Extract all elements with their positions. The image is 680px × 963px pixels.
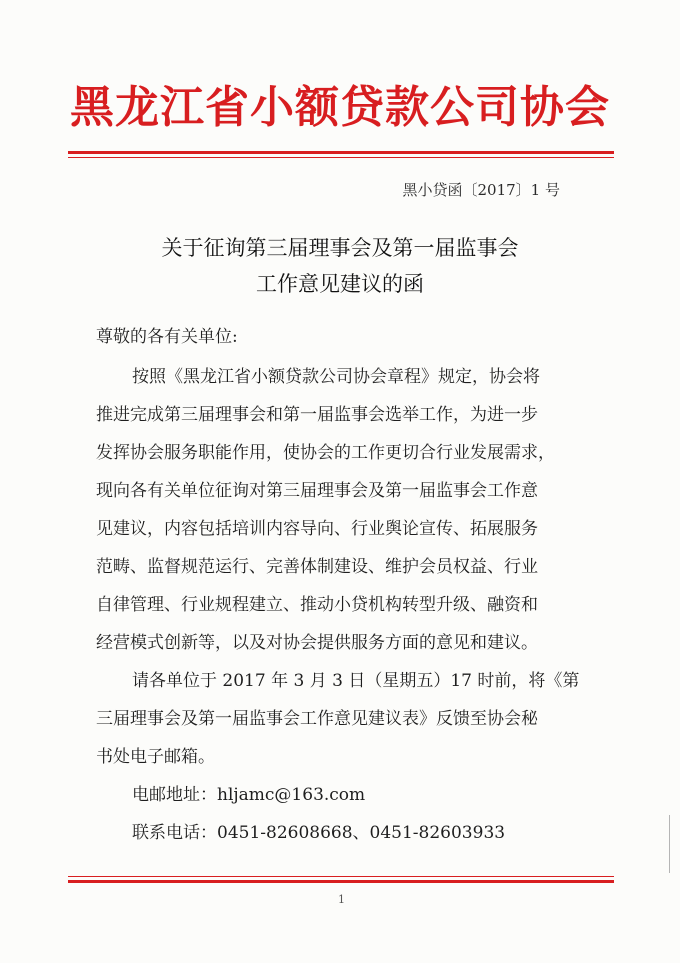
body-line: 按照《黑龙江省小额贷款公司协会章程》规定，协会将 bbox=[132, 367, 540, 387]
salutation: 尊敬的各有关单位: bbox=[96, 327, 238, 347]
body-line: 三届理事会及第一届监事会工作意见建议表》反馈至协会秘 bbox=[96, 709, 538, 729]
body-line: 发挥协会服务职能作用，使协会的工作更切合行业发展需求， bbox=[96, 443, 555, 463]
contact-email: 电邮地址：hljamc@163.com bbox=[132, 785, 366, 805]
body-line: 现向各有关单位征询对第三届理事会及第一届监事会工作意 bbox=[96, 481, 538, 501]
body-line: 自律管理、行业规程建立、推动小贷机构转型升级、融资和 bbox=[96, 595, 538, 615]
body-line: 推进完成第三届理事会和第一届监事会选举工作，为进一步 bbox=[96, 405, 538, 425]
letterhead-rule-thin bbox=[68, 157, 614, 158]
letterhead-rule-thick bbox=[68, 151, 614, 154]
subject-line-2: 工作意见建议的函 bbox=[256, 272, 424, 296]
footer-rule-thin bbox=[68, 876, 614, 877]
body-line: 请各单位于 2017 年 3 月 3 日（星期五）17 时前，将《第 bbox=[132, 671, 580, 691]
scan-edge-mark bbox=[669, 815, 670, 873]
contact-phone: 联系电话：0451-82608668、0451-82603933 bbox=[132, 823, 506, 843]
page-number: 1 bbox=[338, 893, 345, 906]
footer-rule-thick bbox=[68, 880, 614, 883]
document-number: 黑小贷函〔2017〕1 号 bbox=[402, 181, 560, 199]
body-line: 经营模式创新等，以及对协会提供服务方面的意见和建议。 bbox=[96, 633, 538, 653]
body-line: 书处电子邮箱。 bbox=[96, 747, 215, 767]
subject-line-1: 关于征询第三届理事会及第一届监事会 bbox=[161, 236, 519, 260]
body-line: 见建议，内容包括培训内容导向、行业舆论宣传、拓展服务 bbox=[96, 519, 538, 539]
body-line: 范畴、监督规范运行、完善体制建设、维护会员权益、行业 bbox=[96, 557, 538, 577]
organization-letterhead: 黑龙江省小额贷款公司协会 bbox=[70, 82, 610, 133]
